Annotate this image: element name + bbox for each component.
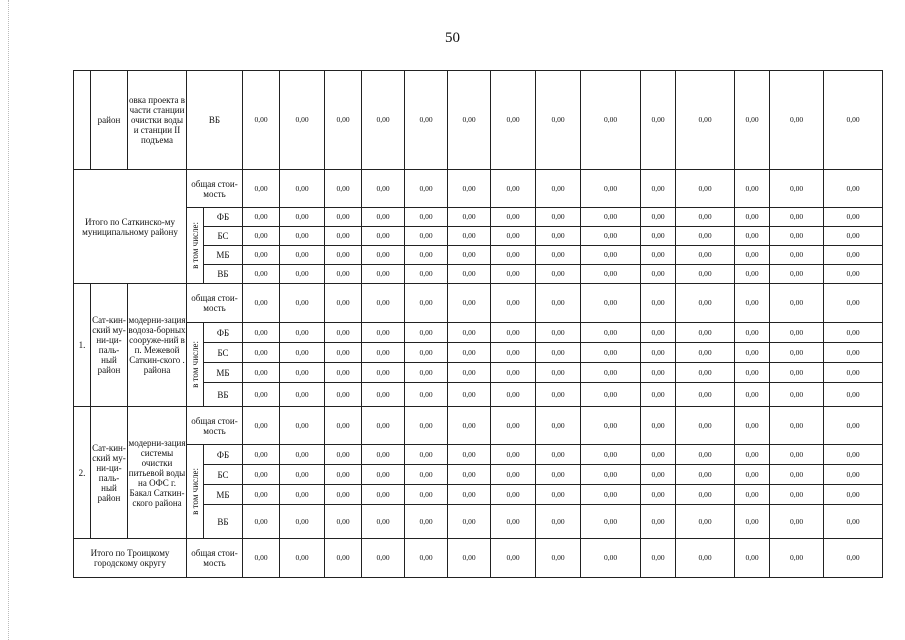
page-number: 50 bbox=[445, 30, 460, 46]
value-cell: 0,00 bbox=[243, 265, 280, 284]
value-cell: 0,00 bbox=[536, 343, 581, 363]
value-cell: 0,00 bbox=[735, 363, 770, 383]
value-cell: 0,00 bbox=[641, 363, 676, 383]
value-cell: 0,00 bbox=[491, 407, 536, 445]
budget-table bbox=[73, 70, 883, 578]
incl-text: в том числе: bbox=[190, 222, 200, 269]
value-cell: 0,00 bbox=[581, 445, 641, 465]
value-cell: 0,00 bbox=[491, 343, 536, 363]
value-cell: 0,00 bbox=[641, 71, 676, 170]
incl-vertical-label bbox=[187, 208, 204, 284]
value-cell: 0,00 bbox=[676, 465, 735, 485]
value-cell: 0,00 bbox=[676, 363, 735, 383]
total-cost-label: общая стои-мость bbox=[187, 539, 243, 578]
value-cell: 0,00 bbox=[641, 465, 676, 485]
satka-total-label: Итого по Саткинско-му муниципальному району bbox=[74, 170, 187, 284]
value-cell: 0,00 bbox=[824, 485, 883, 505]
value-cell: 0,00 bbox=[362, 363, 405, 383]
value-cell: 0,00 bbox=[581, 465, 641, 485]
value-cell: 0,00 bbox=[448, 284, 491, 323]
value-cell: 0,00 bbox=[280, 485, 325, 505]
margin-line bbox=[8, 0, 9, 640]
value-cell: 0,00 bbox=[676, 485, 735, 505]
value-cell: 0,00 bbox=[362, 505, 405, 539]
value-cell: 0,00 bbox=[581, 170, 641, 208]
value-cell: 0,00 bbox=[676, 208, 735, 227]
value-cell: 0,00 bbox=[405, 383, 448, 407]
value-cell: 0,00 bbox=[581, 485, 641, 505]
table-row bbox=[74, 445, 883, 465]
value-cell: 0,00 bbox=[362, 383, 405, 407]
value-cell: 0,00 bbox=[405, 284, 448, 323]
table-row bbox=[74, 539, 883, 578]
value-cell: 0,00 bbox=[581, 284, 641, 323]
fund-type: ФБ bbox=[204, 445, 243, 465]
value-cell: 0,00 bbox=[824, 265, 883, 284]
fund-type: ВБ bbox=[204, 383, 243, 407]
value-cell: 0,00 bbox=[448, 227, 491, 246]
value-cell: 0,00 bbox=[536, 407, 581, 445]
value-cell: 0,00 bbox=[676, 246, 735, 265]
value-cell: 0,00 bbox=[243, 505, 280, 539]
value-cell: 0,00 bbox=[676, 343, 735, 363]
value-cell: 0,00 bbox=[448, 265, 491, 284]
value-cell: 0,00 bbox=[641, 323, 676, 343]
value-cell: 0,00 bbox=[325, 208, 362, 227]
value-cell: 0,00 bbox=[770, 227, 824, 246]
value-cell: 0,00 bbox=[325, 71, 362, 170]
value-cell: 0,00 bbox=[362, 71, 405, 170]
value-cell: 0,00 bbox=[581, 71, 641, 170]
value-cell: 0,00 bbox=[824, 246, 883, 265]
table-row bbox=[74, 284, 883, 323]
value-cell: 0,00 bbox=[536, 208, 581, 227]
value-cell: 0,00 bbox=[735, 445, 770, 465]
object-cell: овка проекта в части станции очистки воды и станции II подъема bbox=[128, 71, 187, 170]
value-cell: 0,00 bbox=[641, 208, 676, 227]
value-cell: 0,00 bbox=[243, 363, 280, 383]
value-cell: 0,00 bbox=[491, 445, 536, 465]
value-cell: 0,00 bbox=[325, 539, 362, 578]
value-cell: 0,00 bbox=[676, 284, 735, 323]
value-cell: 0,00 bbox=[824, 343, 883, 363]
value-cell: 0,00 bbox=[325, 246, 362, 265]
value-cell: 0,00 bbox=[641, 485, 676, 505]
value-cell: 0,00 bbox=[536, 505, 581, 539]
value-cell: 0,00 bbox=[824, 363, 883, 383]
value-cell: 0,00 bbox=[491, 284, 536, 323]
value-cell: 0,00 bbox=[824, 445, 883, 465]
value-cell: 0,00 bbox=[536, 170, 581, 208]
value-cell: 0,00 bbox=[676, 265, 735, 284]
value-cell: 0,00 bbox=[448, 407, 491, 445]
value-cell: 0,00 bbox=[362, 465, 405, 485]
incl-vertical-label bbox=[187, 445, 204, 539]
value-cell: 0,00 bbox=[581, 505, 641, 539]
value-cell: 0,00 bbox=[448, 383, 491, 407]
value-cell: 0,00 bbox=[770, 485, 824, 505]
value-cell: 0,00 bbox=[536, 246, 581, 265]
value-cell: 0,00 bbox=[325, 323, 362, 343]
value-cell: 0,00 bbox=[325, 465, 362, 485]
value-cell: 0,00 bbox=[735, 343, 770, 363]
value-cell: 0,00 bbox=[362, 227, 405, 246]
value-cell: 0,00 bbox=[491, 539, 536, 578]
value-cell: 0,00 bbox=[280, 227, 325, 246]
value-cell: 0,00 bbox=[243, 71, 280, 170]
value-cell: 0,00 bbox=[362, 284, 405, 323]
value-cell: 0,00 bbox=[491, 505, 536, 539]
value-cell: 0,00 bbox=[362, 539, 405, 578]
value-cell: 0,00 bbox=[243, 227, 280, 246]
value-cell: 0,00 bbox=[536, 284, 581, 323]
value-cell: 0,00 bbox=[536, 265, 581, 284]
value-cell: 0,00 bbox=[824, 208, 883, 227]
value-cell: 0,00 bbox=[491, 246, 536, 265]
value-cell: 0,00 bbox=[735, 227, 770, 246]
fund-type: МБ bbox=[204, 485, 243, 505]
value-cell: 0,00 bbox=[280, 71, 325, 170]
value-cell: 0,00 bbox=[243, 407, 280, 445]
value-cell: 0,00 bbox=[448, 445, 491, 465]
value-cell: 0,00 bbox=[735, 323, 770, 343]
value-cell: 0,00 bbox=[243, 170, 280, 208]
value-cell: 0,00 bbox=[491, 71, 536, 170]
value-cell: 0,00 bbox=[641, 170, 676, 208]
value-cell: 0,00 bbox=[491, 323, 536, 343]
value-cell: 0,00 bbox=[448, 363, 491, 383]
value-cell: 0,00 bbox=[491, 383, 536, 407]
value-cell: 0,00 bbox=[325, 485, 362, 505]
value-cell: 0,00 bbox=[770, 71, 824, 170]
value-cell: 0,00 bbox=[362, 265, 405, 284]
value-cell: 0,00 bbox=[676, 323, 735, 343]
table-row bbox=[74, 208, 883, 227]
value-cell: 0,00 bbox=[770, 284, 824, 323]
value-cell: 0,00 bbox=[676, 539, 735, 578]
table-row bbox=[74, 407, 883, 445]
value-cell: 0,00 bbox=[243, 383, 280, 407]
value-cell: 0,00 bbox=[280, 407, 325, 445]
value-cell: 0,00 bbox=[770, 505, 824, 539]
fund-type: БС bbox=[204, 343, 243, 363]
value-cell: 0,00 bbox=[325, 445, 362, 465]
value-cell: 0,00 bbox=[770, 445, 824, 465]
value-cell: 0,00 bbox=[280, 343, 325, 363]
value-cell: 0,00 bbox=[325, 284, 362, 323]
num-cell bbox=[74, 71, 91, 170]
value-cell: 0,00 bbox=[280, 539, 325, 578]
value-cell: 0,00 bbox=[581, 246, 641, 265]
value-cell: 0,00 bbox=[280, 363, 325, 383]
value-cell: 0,00 bbox=[491, 363, 536, 383]
value-cell: 0,00 bbox=[824, 465, 883, 485]
value-cell: 0,00 bbox=[405, 246, 448, 265]
total-cost-label: общая стои-мость bbox=[187, 284, 243, 323]
value-cell: 0,00 bbox=[581, 363, 641, 383]
value-cell: 0,00 bbox=[735, 485, 770, 505]
value-cell: 0,00 bbox=[325, 265, 362, 284]
value-cell: 0,00 bbox=[448, 170, 491, 208]
value-cell: 0,00 bbox=[362, 208, 405, 227]
value-cell: 0,00 bbox=[491, 208, 536, 227]
object-cell: модерни-зация системы очистки питьевой воды на ОФС г. Бакал Саткин-ского района bbox=[128, 407, 187, 539]
value-cell: 0,00 bbox=[280, 505, 325, 539]
value-cell: 0,00 bbox=[770, 465, 824, 485]
value-cell: 0,00 bbox=[405, 465, 448, 485]
value-cell: 0,00 bbox=[581, 323, 641, 343]
value-cell: 0,00 bbox=[362, 445, 405, 465]
value-cell: 0,00 bbox=[448, 343, 491, 363]
value-cell: 0,00 bbox=[676, 170, 735, 208]
value-cell: 0,00 bbox=[280, 465, 325, 485]
value-cell: 0,00 bbox=[491, 265, 536, 284]
value-cell: 0,00 bbox=[536, 383, 581, 407]
value-cell: 0,00 bbox=[641, 383, 676, 407]
value-cell: 0,00 bbox=[405, 323, 448, 343]
value-cell: 0,00 bbox=[243, 465, 280, 485]
value-cell: 0,00 bbox=[405, 170, 448, 208]
value-cell: 0,00 bbox=[280, 323, 325, 343]
value-cell: 0,00 bbox=[448, 505, 491, 539]
value-cell: 0,00 bbox=[280, 170, 325, 208]
value-cell: 0,00 bbox=[536, 363, 581, 383]
value-cell: 0,00 bbox=[735, 407, 770, 445]
value-cell: 0,00 bbox=[280, 383, 325, 407]
value-cell: 0,00 bbox=[280, 208, 325, 227]
value-cell: 0,00 bbox=[536, 71, 581, 170]
incl-text: в том числе: bbox=[190, 341, 200, 388]
fund-type: ВБ bbox=[187, 71, 243, 170]
value-cell: 0,00 bbox=[735, 246, 770, 265]
incl-vertical-label bbox=[187, 323, 204, 407]
value-cell: 0,00 bbox=[735, 284, 770, 323]
value-cell: 0,00 bbox=[824, 505, 883, 539]
value-cell: 0,00 bbox=[581, 208, 641, 227]
value-cell: 0,00 bbox=[405, 208, 448, 227]
value-cell: 0,00 bbox=[770, 323, 824, 343]
value-cell: 0,00 bbox=[536, 465, 581, 485]
value-cell: 0,00 bbox=[280, 445, 325, 465]
value-cell: 0,00 bbox=[536, 323, 581, 343]
value-cell: 0,00 bbox=[536, 445, 581, 465]
value-cell: 0,00 bbox=[735, 505, 770, 539]
fund-type: ВБ bbox=[204, 505, 243, 539]
value-cell: 0,00 bbox=[770, 343, 824, 363]
fund-type: ФБ bbox=[204, 208, 243, 227]
value-cell: 0,00 bbox=[676, 505, 735, 539]
value-cell: 0,00 bbox=[641, 343, 676, 363]
value-cell: 0,00 bbox=[641, 284, 676, 323]
value-cell: 0,00 bbox=[735, 265, 770, 284]
value-cell: 0,00 bbox=[676, 383, 735, 407]
value-cell: 0,00 bbox=[824, 407, 883, 445]
value-cell: 0,00 bbox=[448, 539, 491, 578]
value-cell: 0,00 bbox=[735, 170, 770, 208]
table-row bbox=[74, 323, 883, 343]
value-cell: 0,00 bbox=[448, 485, 491, 505]
fund-type: ФБ bbox=[204, 323, 243, 343]
value-cell: 0,00 bbox=[676, 71, 735, 170]
value-cell: 0,00 bbox=[325, 383, 362, 407]
value-cell: 0,00 bbox=[362, 407, 405, 445]
value-cell: 0,00 bbox=[770, 383, 824, 407]
table-row bbox=[74, 71, 883, 170]
value-cell: 0,00 bbox=[405, 265, 448, 284]
value-cell: 0,00 bbox=[448, 323, 491, 343]
value-cell: 0,00 bbox=[405, 363, 448, 383]
value-cell: 0,00 bbox=[735, 465, 770, 485]
value-cell: 0,00 bbox=[536, 485, 581, 505]
value-cell: 0,00 bbox=[448, 465, 491, 485]
value-cell: 0,00 bbox=[243, 246, 280, 265]
value-cell: 0,00 bbox=[641, 265, 676, 284]
value-cell: 0,00 bbox=[325, 505, 362, 539]
value-cell: 0,00 bbox=[536, 539, 581, 578]
value-cell: 0,00 bbox=[325, 363, 362, 383]
value-cell: 0,00 bbox=[641, 505, 676, 539]
value-cell: 0,00 bbox=[243, 208, 280, 227]
value-cell: 0,00 bbox=[770, 539, 824, 578]
value-cell: 0,00 bbox=[641, 445, 676, 465]
value-cell: 0,00 bbox=[243, 539, 280, 578]
value-cell: 0,00 bbox=[280, 284, 325, 323]
value-cell: 0,00 bbox=[325, 343, 362, 363]
value-cell: 0,00 bbox=[362, 170, 405, 208]
fund-type: МБ bbox=[204, 363, 243, 383]
value-cell: 0,00 bbox=[362, 343, 405, 363]
incl-text: в том числе: bbox=[190, 468, 200, 515]
value-cell: 0,00 bbox=[770, 246, 824, 265]
value-cell: 0,00 bbox=[536, 227, 581, 246]
value-cell: 0,00 bbox=[243, 323, 280, 343]
value-cell: 0,00 bbox=[491, 485, 536, 505]
value-cell: 0,00 bbox=[676, 227, 735, 246]
value-cell: 0,00 bbox=[243, 445, 280, 465]
value-cell: 0,00 bbox=[735, 383, 770, 407]
value-cell: 0,00 bbox=[735, 71, 770, 170]
value-cell: 0,00 bbox=[448, 246, 491, 265]
value-cell: 0,00 bbox=[491, 170, 536, 208]
value-cell: 0,00 bbox=[581, 383, 641, 407]
value-cell: 0,00 bbox=[491, 227, 536, 246]
value-cell: 0,00 bbox=[405, 407, 448, 445]
value-cell: 0,00 bbox=[641, 407, 676, 445]
value-cell: 0,00 bbox=[581, 539, 641, 578]
value-cell: 0,00 bbox=[676, 445, 735, 465]
value-cell: 0,00 bbox=[824, 170, 883, 208]
value-cell: 0,00 bbox=[280, 246, 325, 265]
value-cell: 0,00 bbox=[243, 343, 280, 363]
value-cell: 0,00 bbox=[448, 71, 491, 170]
value-cell: 0,00 bbox=[824, 227, 883, 246]
district-cell: район bbox=[91, 71, 128, 170]
value-cell: 0,00 bbox=[325, 227, 362, 246]
value-cell: 0,00 bbox=[405, 485, 448, 505]
total-cost-label: общая стои-мость bbox=[187, 170, 243, 208]
value-cell: 0,00 bbox=[770, 208, 824, 227]
fund-type: ВБ bbox=[204, 265, 243, 284]
table-row bbox=[74, 170, 883, 208]
value-cell: 0,00 bbox=[824, 383, 883, 407]
value-cell: 0,00 bbox=[770, 407, 824, 445]
district-cell: Сат-кин-ский му-ни-ци-паль-ный район bbox=[91, 407, 128, 539]
value-cell: 0,00 bbox=[770, 170, 824, 208]
value-cell: 0,00 bbox=[824, 71, 883, 170]
fund-type: БС bbox=[204, 465, 243, 485]
value-cell: 0,00 bbox=[676, 407, 735, 445]
value-cell: 0,00 bbox=[581, 407, 641, 445]
value-cell: 0,00 bbox=[735, 539, 770, 578]
district-cell: Сат-кин-ский му-ни-ци-паль-ный район bbox=[91, 284, 128, 407]
value-cell: 0,00 bbox=[448, 208, 491, 227]
value-cell: 0,00 bbox=[824, 284, 883, 323]
value-cell: 0,00 bbox=[770, 363, 824, 383]
value-cell: 0,00 bbox=[641, 539, 676, 578]
troitsk-total-label: Итого по Троицкому городскому округу bbox=[74, 539, 187, 578]
value-cell: 0,00 bbox=[491, 465, 536, 485]
value-cell: 0,00 bbox=[405, 227, 448, 246]
value-cell: 0,00 bbox=[243, 485, 280, 505]
value-cell: 0,00 bbox=[405, 71, 448, 170]
value-cell: 0,00 bbox=[824, 323, 883, 343]
value-cell: 0,00 bbox=[325, 170, 362, 208]
value-cell: 0,00 bbox=[735, 208, 770, 227]
object-cell: модерни-зация водоза-борных сооруже-ний в п. Межевой Саткин-ского . района bbox=[128, 284, 187, 407]
value-cell: 0,00 bbox=[325, 407, 362, 445]
value-cell: 0,00 bbox=[405, 539, 448, 578]
value-cell: 0,00 bbox=[770, 265, 824, 284]
value-cell: 0,00 bbox=[362, 485, 405, 505]
fund-type: МБ bbox=[204, 246, 243, 265]
total-cost-label: общая стои-мость bbox=[187, 407, 243, 445]
value-cell: 0,00 bbox=[824, 539, 883, 578]
value-cell: 0,00 bbox=[405, 505, 448, 539]
value-cell: 0,00 bbox=[581, 227, 641, 246]
value-cell: 0,00 bbox=[581, 265, 641, 284]
value-cell: 0,00 bbox=[362, 246, 405, 265]
value-cell: 0,00 bbox=[362, 323, 405, 343]
row-number: 2. bbox=[74, 407, 91, 539]
value-cell: 0,00 bbox=[280, 265, 325, 284]
value-cell: 0,00 bbox=[641, 227, 676, 246]
fund-type: БС bbox=[204, 227, 243, 246]
value-cell: 0,00 bbox=[243, 284, 280, 323]
value-cell: 0,00 bbox=[641, 246, 676, 265]
value-cell: 0,00 bbox=[405, 343, 448, 363]
value-cell: 0,00 bbox=[405, 445, 448, 465]
value-cell: 0,00 bbox=[581, 343, 641, 363]
row-number: 1. bbox=[74, 284, 91, 407]
